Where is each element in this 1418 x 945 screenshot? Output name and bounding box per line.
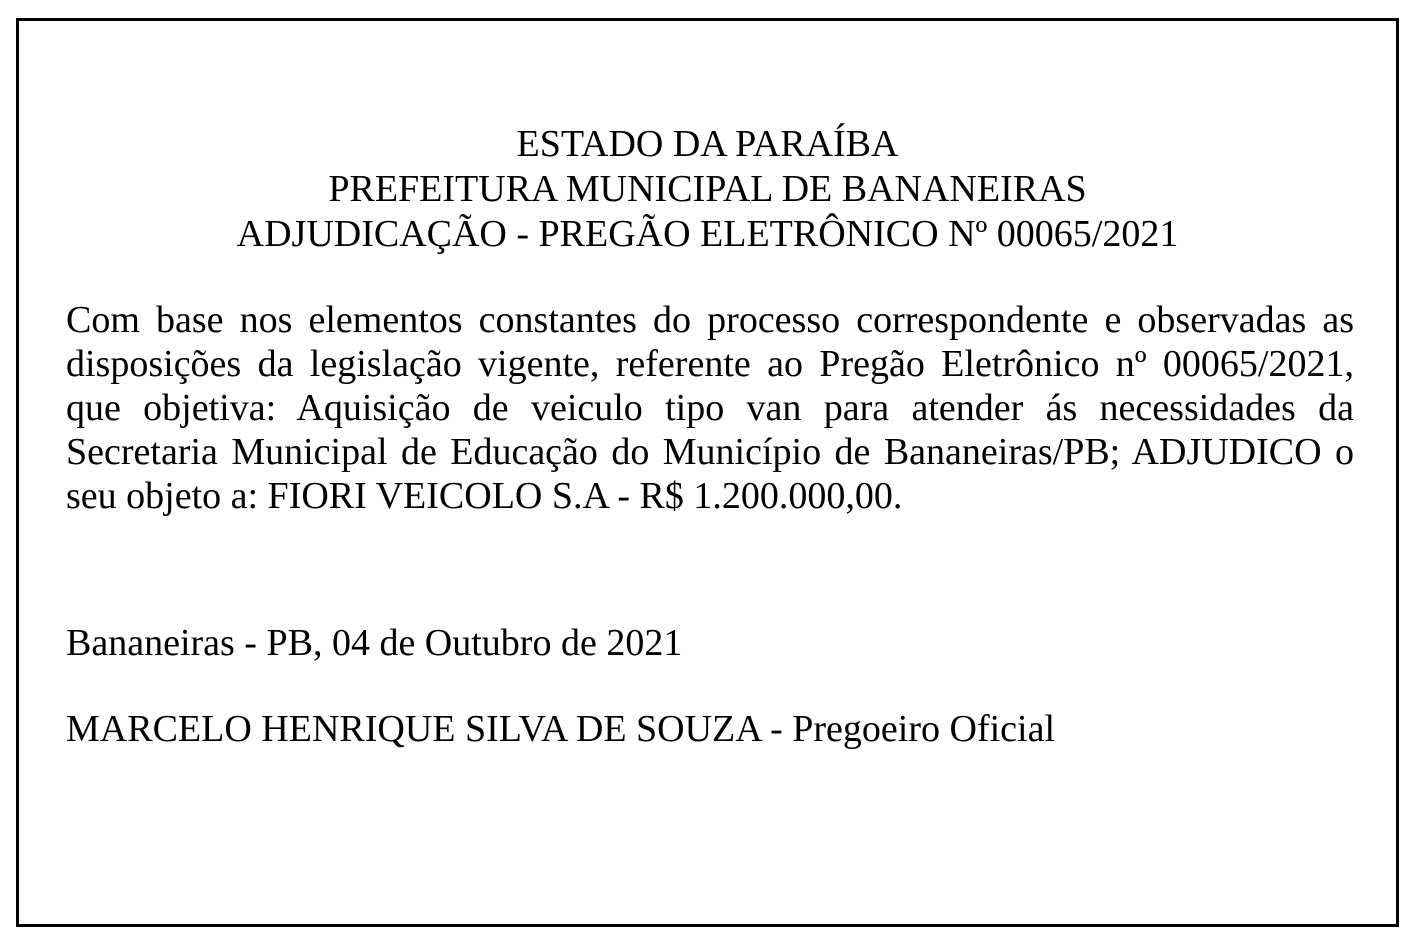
notice-paragraph: Com base nos elementos constantes do processo correspondente e observadas as disposições da legislação vigente, referente ao Pregão Eletrônico nº 00065/2021, que objetiva: Aquisição de veiculo tipo van para atender ás necessidades da Secretaria Municipal de Educação do Município de Bananeiras/PB; ADJUDICO o seu objeto a: FIORI VEICOLO S.A - R$ 1.200.000,00. xyxy=(66,299,1354,517)
act-title: ADJUDICAÇÃO - PREGÃO ELETRÔNICO Nº 00065/2021 xyxy=(236,213,1179,255)
notice-header xyxy=(19,122,1396,257)
municipality-heading: PREFEITURA MUNICIPAL DE BANANEIRAS xyxy=(328,168,1087,210)
signature-line: MARCELO HENRIQUE SILVA DE SOUZA - Pregoeiro Oficial xyxy=(66,708,1056,750)
state-heading: ESTADO DA PARAÍBA xyxy=(516,123,899,165)
place-date-line: Bananeiras - PB, 04 de Outubro de 2021 xyxy=(66,622,683,664)
notice-frame xyxy=(16,18,1399,927)
